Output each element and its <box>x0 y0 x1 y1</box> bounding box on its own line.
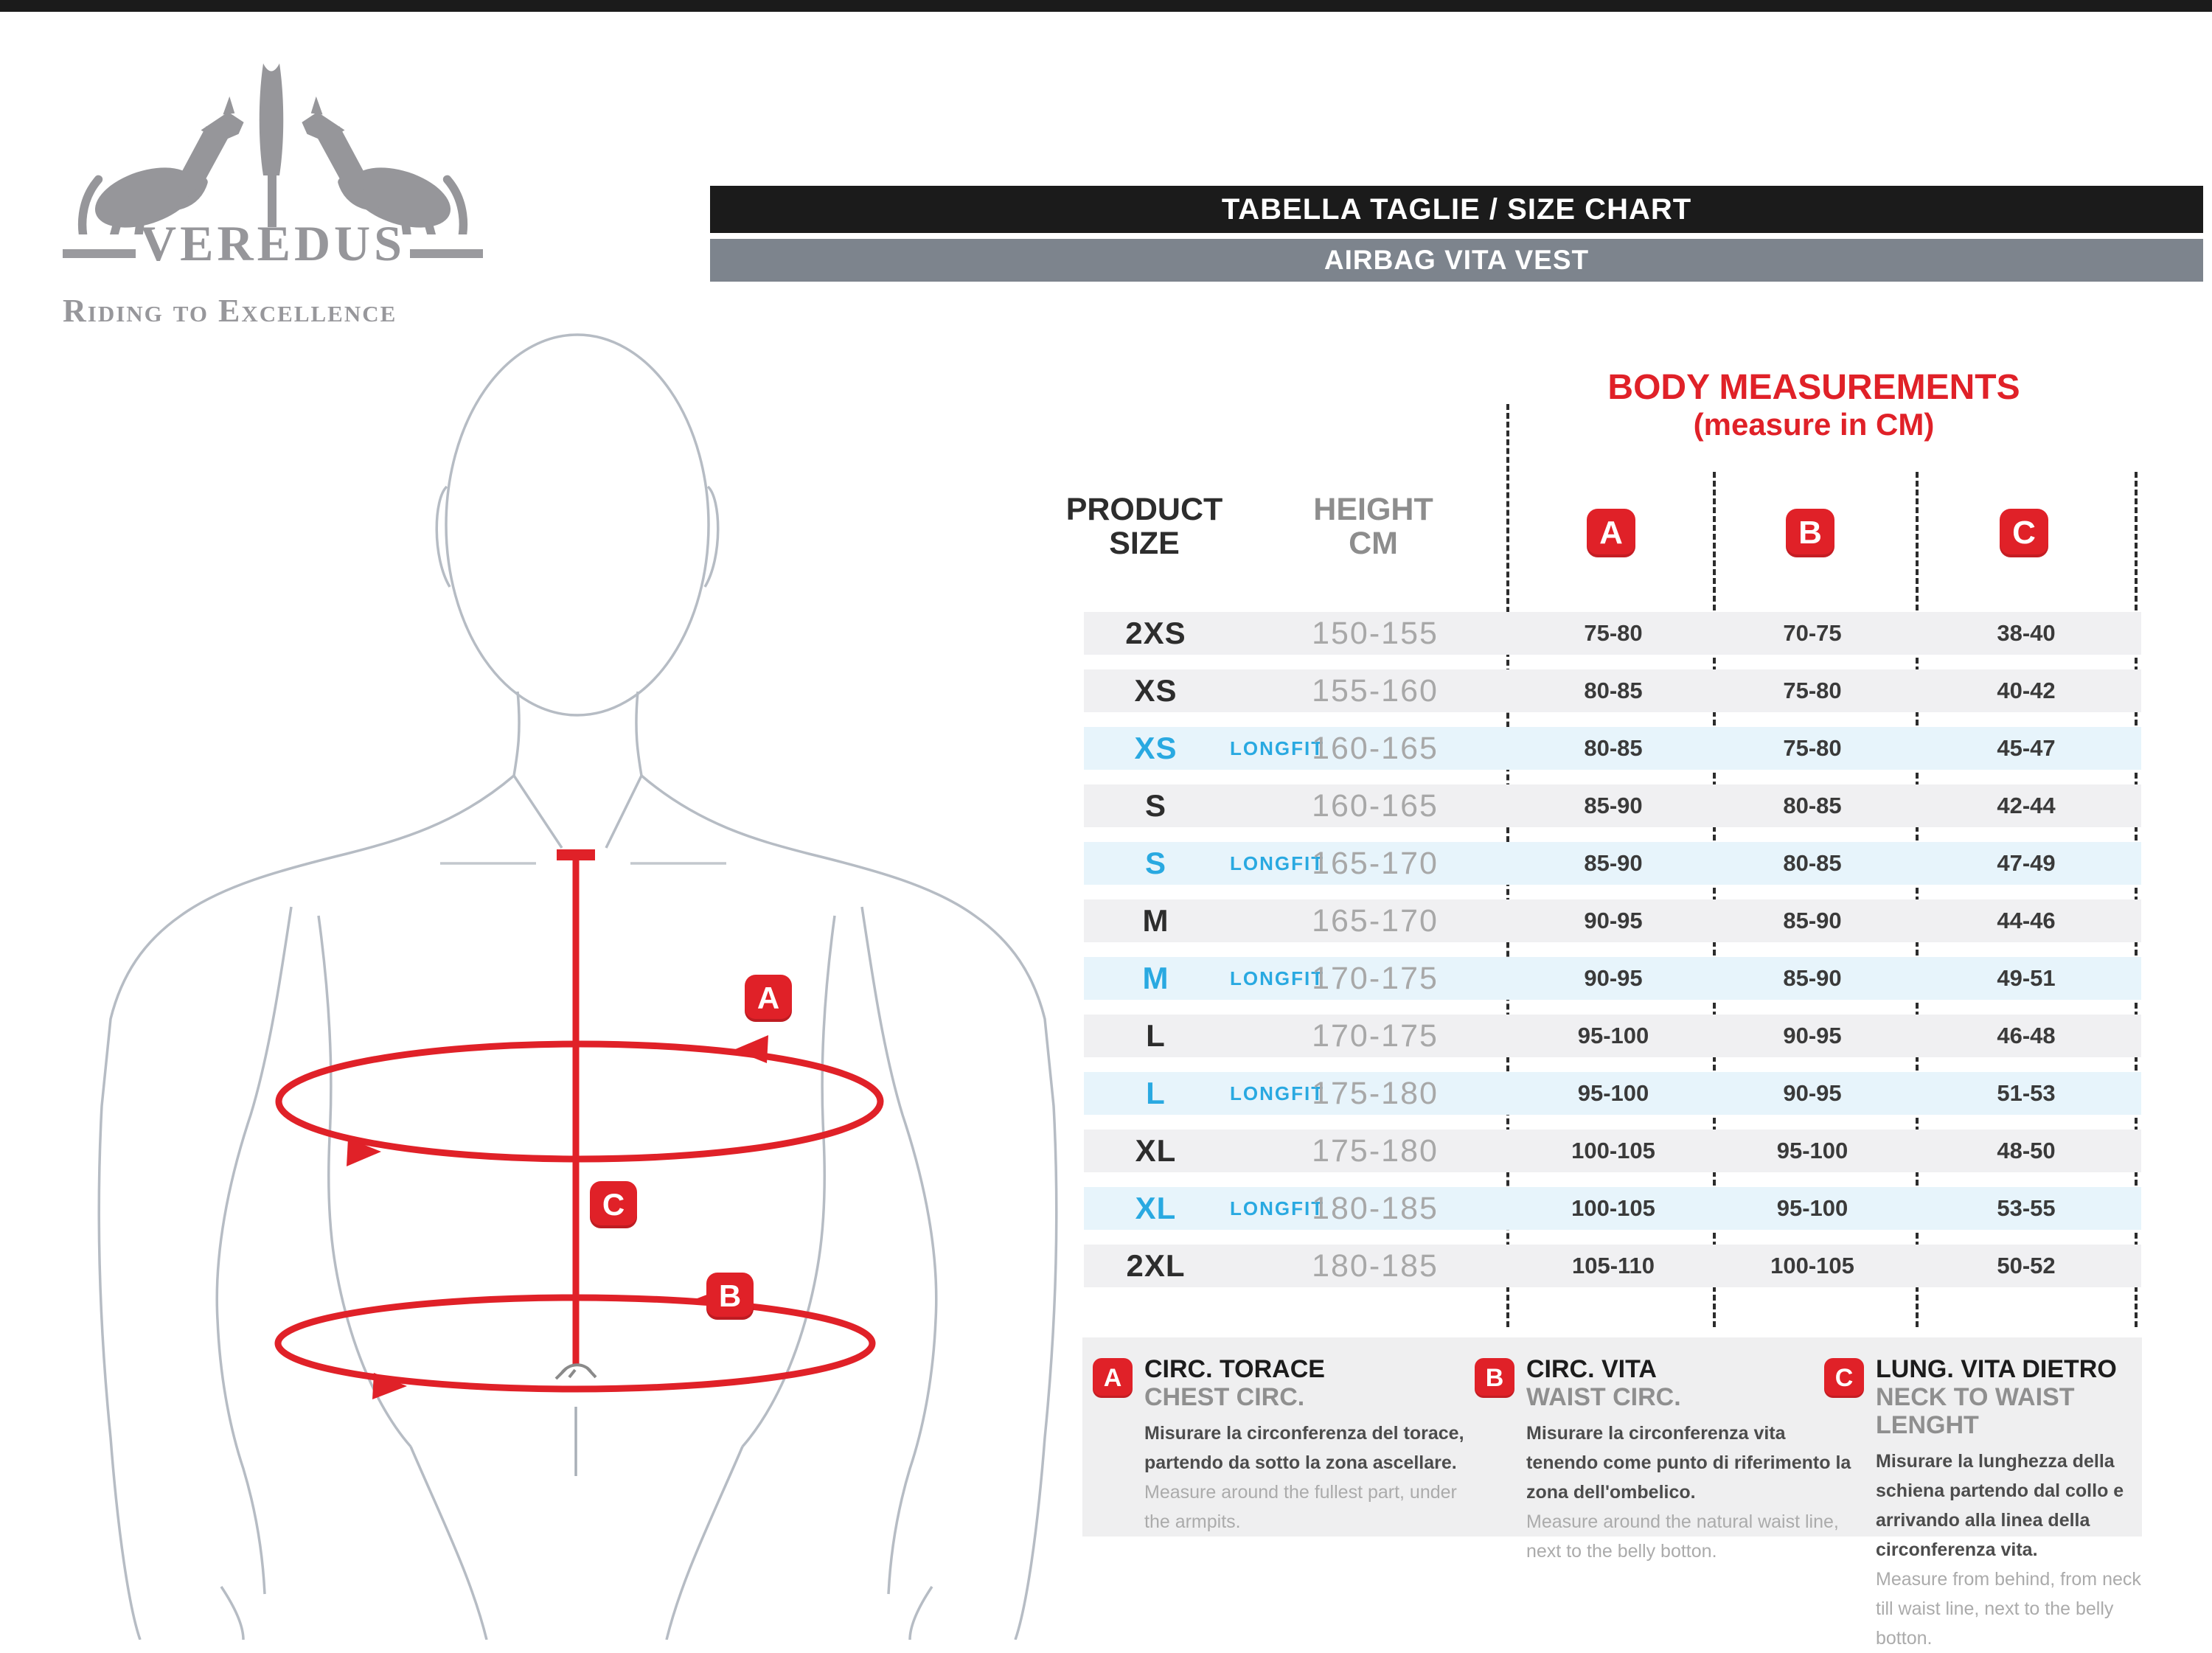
measure-b-cell: 85-90 <box>1783 908 1842 933</box>
height-cell: 160-165 <box>1312 731 1439 766</box>
top-border <box>0 0 2212 12</box>
measure-a-cell: 95-100 <box>1577 1023 1649 1048</box>
column-badge-b: B <box>1786 509 1834 557</box>
measure-a-cell: 95-100 <box>1577 1080 1649 1106</box>
height-cell: 160-165 <box>1312 788 1439 824</box>
height-cell: 165-170 <box>1312 903 1439 939</box>
legend-description-en: Measure from behind, from neck till waist line, next to the belly botton. <box>1876 1569 2141 1649</box>
legend-description-en: Measure around the fullest part, under the armpits. <box>1144 1482 1457 1532</box>
title-bar <box>710 186 2203 233</box>
measure-a-cell: 75-80 <box>1584 620 1643 646</box>
brand-rule-left <box>63 249 136 258</box>
product-size-cell: L <box>1146 1018 1166 1053</box>
product-size-cell: M <box>1142 961 1169 995</box>
measure-a-cell: 80-85 <box>1584 678 1643 703</box>
measure-c-cell: 53-55 <box>1997 1195 2056 1221</box>
size-row <box>1084 612 2141 655</box>
product-size-header-line2: SIZE <box>1109 526 1180 561</box>
legend-description-en: Measure around the natural waist line, next to the belly botton. <box>1526 1511 1839 1562</box>
height-cell: 175-180 <box>1312 1133 1439 1169</box>
measure-b-cell: 85-90 <box>1783 965 1842 991</box>
brand-tagline: Riding to Excellence <box>63 293 397 329</box>
measure-a-cell: 100-105 <box>1571 1138 1655 1163</box>
measure-c-cell: 50-52 <box>1997 1253 2056 1278</box>
longfit-tag: LONGFIT <box>1230 967 1325 989</box>
measure-c-cell: 47-49 <box>1997 850 2056 876</box>
measure-b-cell: 75-80 <box>1783 678 1842 703</box>
measure-b-cell: 80-85 <box>1783 793 1842 818</box>
measure-b-cell: 75-80 <box>1783 735 1842 761</box>
subtitle-bar-text: AIRBAG VITA VEST <box>1324 245 1590 275</box>
longfit-tag: LONGFIT <box>1230 1197 1325 1219</box>
height-header <box>1290 493 1456 560</box>
measure-c-cell: 38-40 <box>1997 620 2056 646</box>
height-cell: 175-180 <box>1312 1076 1439 1111</box>
legend-title-en: CHEST CIRC. <box>1144 1383 1305 1411</box>
longfit-tag: LONGFIT <box>1230 737 1325 759</box>
measure-b-cell: 90-95 <box>1783 1023 1842 1048</box>
legend-description-it: Misurare la lunghezza della schiena partendo dal collo e arrivando alla linea della circonferenza vita. <box>1876 1451 2124 1560</box>
size-row <box>1084 727 2141 770</box>
height-cell: 165-170 <box>1312 846 1439 881</box>
measure-a-cell: 80-85 <box>1584 735 1643 761</box>
size-table-rows <box>1084 612 2141 1302</box>
column-badge-a: A <box>1587 509 1635 557</box>
measure-b-cell: 70-75 <box>1783 620 1842 646</box>
product-size-cell: XS <box>1134 731 1178 765</box>
brand-wordmark <box>63 215 483 271</box>
legend-title-it: LUNG. VITA DIETRO <box>1876 1355 2117 1383</box>
height-cell: 155-160 <box>1312 673 1439 709</box>
subtitle-bar <box>710 239 2203 282</box>
size-row <box>1084 669 2141 712</box>
brand-rule-right <box>410 249 483 258</box>
size-row <box>1084 784 2141 827</box>
measure-a-cell: 100-105 <box>1571 1195 1655 1221</box>
size-row <box>1084 1015 2141 1057</box>
size-row <box>1084 842 2141 885</box>
legend-badge-c: C <box>1824 1358 1864 1398</box>
body-measurements-heading: BODY MEASUREMENTS <box>1607 368 2020 407</box>
measure-b-cell: 95-100 <box>1776 1138 1848 1163</box>
measure-c-cell: 45-47 <box>1997 735 2056 761</box>
legend-badge-b: B <box>1475 1358 1514 1398</box>
legend-description-it: Misurare la circonferenza vita tenendo come punto di riferimento la zona dell'ombelico. <box>1526 1423 1851 1503</box>
legend-title-it: CIRC. VITA <box>1526 1355 1657 1383</box>
size-row <box>1084 1130 2141 1172</box>
brand-name: VEREDUS <box>140 215 406 271</box>
height-header-line2: CM <box>1349 526 1398 561</box>
diagram-badge-b: B <box>706 1273 754 1320</box>
product-size-header-line1: PRODUCT <box>1065 492 1223 527</box>
measure-a-cell: 105-110 <box>1571 1253 1655 1278</box>
longfit-tag: LONGFIT <box>1230 852 1325 874</box>
size-row <box>1084 899 2141 942</box>
product-size-cell: 2XS <box>1125 616 1186 650</box>
measure-a-cell: 85-90 <box>1584 850 1643 876</box>
measure-c-cell: 46-48 <box>1997 1023 2056 1048</box>
body-measurements-subheading: (measure in CM) <box>1693 407 1935 442</box>
title-bar-text: TABELLA TAGLIE / SIZE CHART <box>1221 193 1692 226</box>
longfit-tag: LONGFIT <box>1230 1082 1325 1104</box>
size-row <box>1084 1245 2141 1287</box>
product-size-cell: 2XL <box>1126 1248 1186 1283</box>
measure-c-cell: 48-50 <box>1997 1138 2056 1163</box>
measure-c-cell: 49-51 <box>1997 965 2056 991</box>
product-size-cell: XL <box>1135 1191 1177 1225</box>
height-cell: 180-185 <box>1312 1191 1439 1226</box>
height-cell: 170-175 <box>1312 1018 1439 1054</box>
legend-title-it: CIRC. TORACE <box>1144 1355 1325 1383</box>
product-size-cell: M <box>1142 903 1169 938</box>
measure-a-cell: 90-95 <box>1584 908 1643 933</box>
measure-c-cell: 40-42 <box>1997 678 2056 703</box>
veredus-horses-icon <box>63 58 483 234</box>
measure-c-cell: 42-44 <box>1997 793 2056 818</box>
product-size-cell: L <box>1146 1076 1166 1110</box>
legend-text-block <box>1144 1355 1472 1537</box>
height-cell: 170-175 <box>1312 961 1439 996</box>
size-row <box>1084 1072 2141 1115</box>
measure-b-cell: 95-100 <box>1776 1195 1848 1221</box>
product-size-cell: XL <box>1135 1133 1177 1168</box>
legend-title-en: WAIST CIRC. <box>1526 1383 1681 1411</box>
product-size-cell: S <box>1144 846 1166 880</box>
column-badge-c: C <box>2000 509 2048 557</box>
height-header-line1: HEIGHT <box>1313 492 1433 527</box>
product-size-header <box>1056 493 1233 560</box>
measure-a-cell: 90-95 <box>1584 965 1643 991</box>
measure-b-cell: 90-95 <box>1783 1080 1842 1106</box>
legend-title-en: NECK TO WAIST LENGHT <box>1876 1383 2075 1439</box>
body-measurement-diagram <box>0 280 1106 1640</box>
measure-c-cell: 51-53 <box>1997 1080 2056 1106</box>
measure-b-cell: 100-105 <box>1770 1253 1854 1278</box>
product-size-cell: XS <box>1134 673 1178 708</box>
legend-description-it: Misurare la circonferenza del torace, partendo da sotto la zona ascellare. <box>1144 1423 1464 1473</box>
diagram-badge-c: C <box>590 1181 637 1228</box>
legend-badge-a: A <box>1093 1358 1133 1398</box>
legend-text-block <box>1526 1355 1862 1566</box>
measure-b-cell: 80-85 <box>1783 850 1842 876</box>
diagram-badge-a: A <box>745 975 792 1022</box>
legend-text-block <box>1876 1355 2160 1653</box>
measurement-legend <box>1082 1337 2142 1649</box>
size-row <box>1084 957 2141 1000</box>
size-row <box>1084 1187 2141 1230</box>
height-cell: 150-155 <box>1312 616 1439 651</box>
product-size-cell: S <box>1144 788 1166 823</box>
measure-c-cell: 44-46 <box>1997 908 2056 933</box>
height-cell: 180-185 <box>1312 1248 1439 1284</box>
measure-a-cell: 85-90 <box>1584 793 1643 818</box>
